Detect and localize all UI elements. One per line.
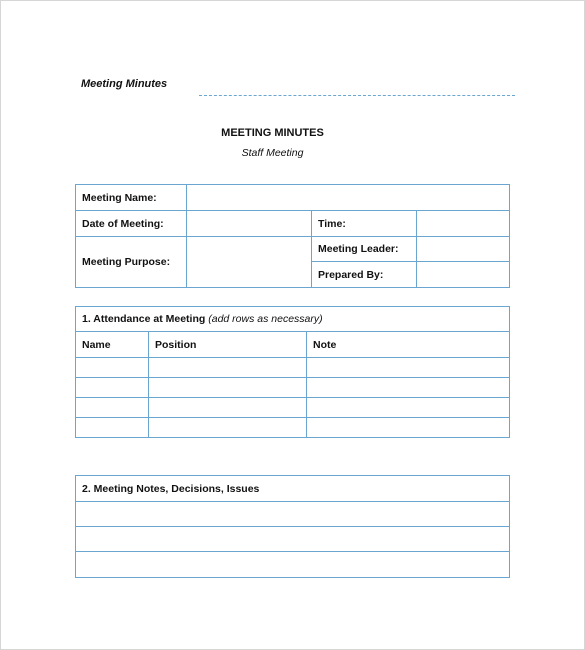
meeting-purpose-field[interactable] [187, 237, 312, 288]
table-row [76, 358, 510, 378]
table-row [76, 527, 510, 552]
attendance-heading-row [76, 307, 510, 332]
header-dashed-rule [199, 95, 515, 96]
attendance-name-cell[interactable] [76, 378, 149, 398]
header-title: Meeting Minutes [81, 78, 168, 90]
table-row [76, 185, 510, 211]
meeting-name-label: Meeting Name: [76, 185, 187, 211]
attendance-column-header-row [76, 332, 510, 358]
notes-heading: 2. Meeting Notes, Decisions, Issues [76, 476, 510, 502]
attendance-heading-text: 1. Attendance at Meeting [82, 313, 206, 325]
attendance-name-cell[interactable] [76, 398, 149, 418]
notes-cell[interactable] [76, 552, 510, 578]
attendance-note-cell[interactable] [307, 378, 510, 398]
meeting-notes-table [75, 475, 510, 578]
attendance-position-cell[interactable] [149, 398, 307, 418]
time-label: Time: [312, 211, 417, 237]
attendance-position-cell[interactable] [149, 418, 307, 438]
attendance-name-cell[interactable] [76, 358, 149, 378]
meeting-leader-field[interactable] [417, 237, 510, 262]
meeting-leader-label: Meeting Leader: [312, 237, 417, 262]
notes-cell[interactable] [76, 527, 510, 552]
table-row [76, 378, 510, 398]
table-row [76, 502, 510, 527]
column-header-name: Name [76, 332, 149, 358]
meeting-info-table [75, 184, 510, 288]
date-of-meeting-field[interactable] [187, 211, 312, 237]
notes-heading-row [76, 476, 510, 502]
meeting-purpose-label: Meeting Purpose: [76, 237, 187, 288]
time-field[interactable] [417, 211, 510, 237]
document-title: MEETING MINUTES [221, 127, 324, 139]
table-row [76, 237, 510, 262]
attendance-position-cell[interactable] [149, 358, 307, 378]
attendance-position-cell[interactable] [149, 378, 307, 398]
attendance-heading [76, 307, 510, 332]
attendance-heading-note: (add rows as necessary) [208, 313, 323, 325]
table-row [76, 398, 510, 418]
attendance-note-cell[interactable] [307, 398, 510, 418]
prepared-by-label: Prepared By: [312, 262, 417, 288]
date-of-meeting-label: Date of Meeting: [76, 211, 187, 237]
attendance-note-cell[interactable] [307, 418, 510, 438]
table-row [76, 552, 510, 578]
prepared-by-field[interactable] [417, 262, 510, 288]
document-subtitle: Staff Meeting [241, 147, 304, 159]
attendance-table [75, 306, 510, 438]
attendance-name-cell[interactable] [76, 418, 149, 438]
notes-cell[interactable] [76, 502, 510, 527]
table-row [76, 418, 510, 438]
column-header-position: Position [149, 332, 307, 358]
column-header-note: Note [307, 332, 510, 358]
attendance-note-cell[interactable] [307, 358, 510, 378]
meeting-name-field[interactable] [187, 185, 510, 211]
table-row [76, 211, 510, 237]
